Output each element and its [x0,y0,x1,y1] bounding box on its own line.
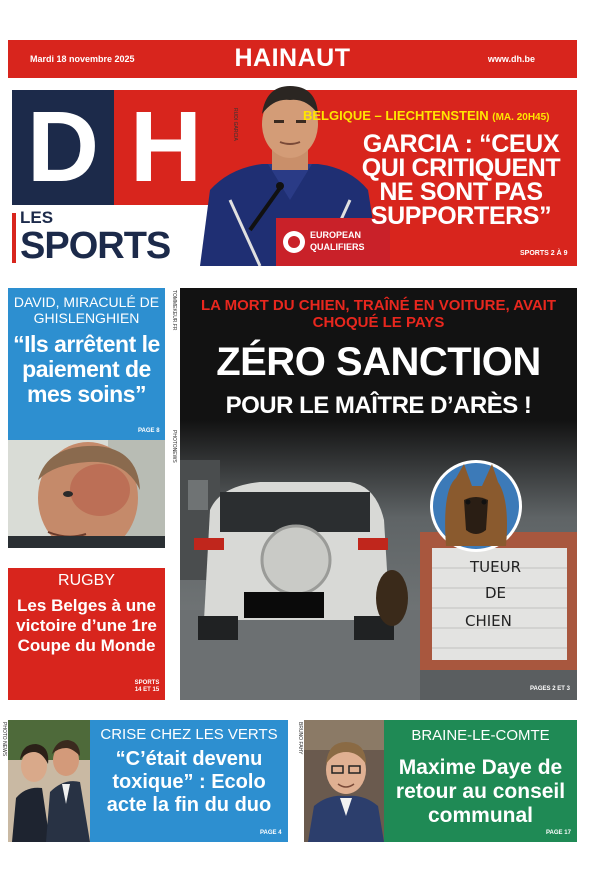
braine-page-ref: PAGE 17 [546,830,571,836]
garcia-photo-credit: RUDI GARCIA [232,108,238,141]
garcia-headline[interactable]: GARCIA : “CEUX QUI CRITIQUENT NE SONT PAS SUPPORTERS” [361,130,561,230]
logo-accent-bar [12,213,16,263]
graffiti-line3: CHIEN [465,612,512,630]
logo-les: LES [20,208,54,227]
david-kicker: DAVID, MIRACULÉ DE GHISLENGHIEN [13,294,160,326]
garcia-page-ref: SPORTS 2 À 9 [520,250,568,257]
garcia-kicker [303,108,550,123]
rugby-headline[interactable]: Les Belges à une victoire d’une 1re Coupe du Monde [16,596,157,655]
braine-photo-credit: BRUNO FAHY [297,722,303,755]
rugby-page-line1: SPORTS [134,680,160,686]
logo-letter-d: D [12,90,114,205]
main-headline[interactable]: ZÉRO SANCTION [216,340,541,384]
main-credit-2: PHOTONEWS [171,430,177,463]
verts-page-ref: PAGE 4 [260,830,282,836]
braine-kicker: BRAINE-LE-COMTE [411,727,550,744]
verts-kicker: CRISE CHEZ LES VERTS [100,726,278,743]
braine-headline[interactable]: Maxime Daye de retour au conseil communal [395,756,566,827]
verts-photo [8,720,90,842]
rugby-kicker: RUGBY [58,572,115,589]
main-photo [180,420,577,700]
rugby-page-line2: 14 ET 15 [134,687,160,693]
verts-headline[interactable]: “C’était devenu toxique” : Ecolo acte la fin du duo [106,748,272,816]
garcia-kicker-main: BELGIQUE – LIECHTENSTEIN [303,108,489,123]
logo-sports: SPORTS [20,225,171,267]
rugby-page-ref [130,680,164,694]
david-photo [8,440,165,548]
main-subheadline[interactable]: POUR LE MAÎTRE D’ARÈS ! [225,392,532,419]
david-page-ref: PAGE 8 [138,428,160,434]
garcia-kicker-time: (MA. 20H45) [492,112,550,123]
main-kicker: LA MORT DU CHIEN, TRAÎNÉ EN VOITURE, AVAIT CHOQUÉ LE PAYS [201,297,556,331]
david-headline[interactable]: “Ils arrêtent le paiement de mes soins” [13,331,160,407]
verts-photo-credit: PHOTO NEWS [1,722,7,757]
edition-date: Mardi 18 novembre 2025 [30,54,135,64]
badge-line2: QUALIFIERS [310,242,365,252]
logo-letter-h: H [114,90,218,205]
main-page-ref: PAGES 2 ET 3 [530,686,570,692]
website-link[interactable]: www.dh.be [487,54,535,64]
braine-photo [304,720,384,842]
header-bar [8,40,577,78]
badge-line1: EUROPEAN [310,230,362,240]
graffiti-line1: TUEUR [470,558,522,576]
edition-region: HAINAUT [234,44,351,72]
main-credit-1: TOMMEKEUR.FR [171,290,177,331]
graffiti-line2: DE [485,584,507,602]
